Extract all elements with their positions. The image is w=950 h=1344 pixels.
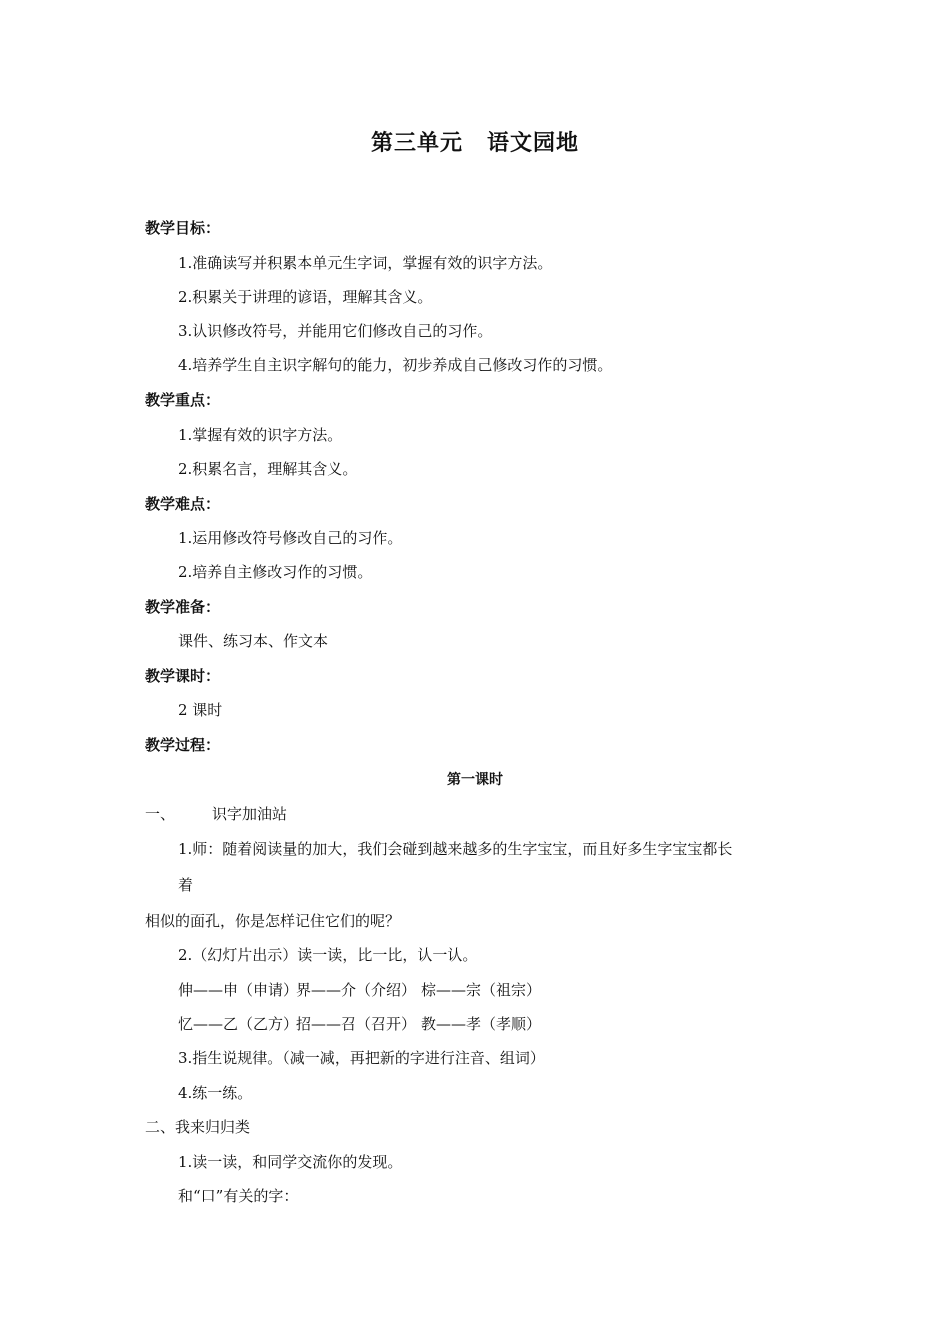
s2-item-1: 1.读一读，和同学交流你的发现。 (178, 1153, 403, 1171)
goal-item-2: 2.积累关于讲理的谚语，理解其含义。 (178, 288, 433, 306)
char-pair: 招——召（召开） (296, 1015, 417, 1033)
s1-item-3: 3.指生说规律。（减一减，再把新的字进行注音、组词） (178, 1049, 545, 1067)
s1-item-4: 4.练一练。 (178, 1084, 253, 1102)
goal-item-1: 1.准确读写并积累本单元生字词，掌握有效的识字方法。 (178, 254, 553, 272)
char-pair: 教——孝（孝顺） (421, 1015, 542, 1033)
char-pair: 忆——乙（乙方） (178, 1015, 299, 1033)
goal-item-4: 4.培养学生自主识字解句的能力，初步养成自己修改习作的习惯。 (178, 356, 613, 374)
goal-item-3: 3.认识修改符号，并能用它们修改自己的习作。 (178, 322, 493, 340)
page-title (0, 126, 950, 157)
hours-heading: 教学课时： (145, 667, 221, 685)
goals-heading: 教学目标： (145, 219, 221, 237)
title-name: 语文园地 (487, 131, 580, 156)
title-unit: 第三单元 (370, 131, 463, 156)
section-2-heading: 二、我来归归类 (145, 1118, 251, 1136)
difficulty-item-2: 2.培养自主修改习作的习惯。 (178, 563, 373, 581)
key-point-item-1: 1.掌握有效的识字方法。 (178, 426, 343, 444)
s2-item-2: 和“口”有关的字： (178, 1187, 299, 1205)
difficulties-heading: 教学难点： (145, 495, 221, 513)
key-points-heading: 教学重点： (145, 391, 221, 409)
s1-item-1-line-2: 着 (178, 876, 194, 894)
char-row-2 (178, 1014, 541, 1034)
hours-content: 2 课时 (178, 701, 223, 719)
section-1-heading (145, 804, 287, 824)
s1-item-1-line-1: 1.师：随着阅读量的加大，我们会碰到越来越多的生字宝宝，而且好多生字宝宝都长 (178, 840, 733, 858)
lesson-1-heading: 第一课时 (447, 772, 503, 788)
preparation-content: 课件、练习本、作文本 (178, 632, 329, 650)
preparation-heading: 教学准备： (145, 598, 221, 616)
key-point-item-2: 2.积累名言，理解其含义。 (178, 460, 358, 478)
char-pair: 棕——宗（祖宗） (421, 981, 542, 999)
s1-item-1-line-3: 相似的面孔，你是怎样记住它们的呢？ (145, 912, 401, 930)
char-row-1 (178, 980, 541, 1000)
char-pair: 界——介（介绍） (296, 981, 417, 999)
difficulty-item-1: 1.运用修改符号修改自己的习作。 (178, 529, 403, 547)
process-heading: 教学过程： (145, 736, 221, 754)
section-1-number: 一、 (145, 805, 176, 823)
s1-item-2: 2.（幻灯片出示）读一读，比一比，认一认。 (178, 946, 478, 964)
section-1-title: 识字加油站 (212, 805, 288, 823)
char-pair: 伸——申（申请） (178, 981, 299, 999)
